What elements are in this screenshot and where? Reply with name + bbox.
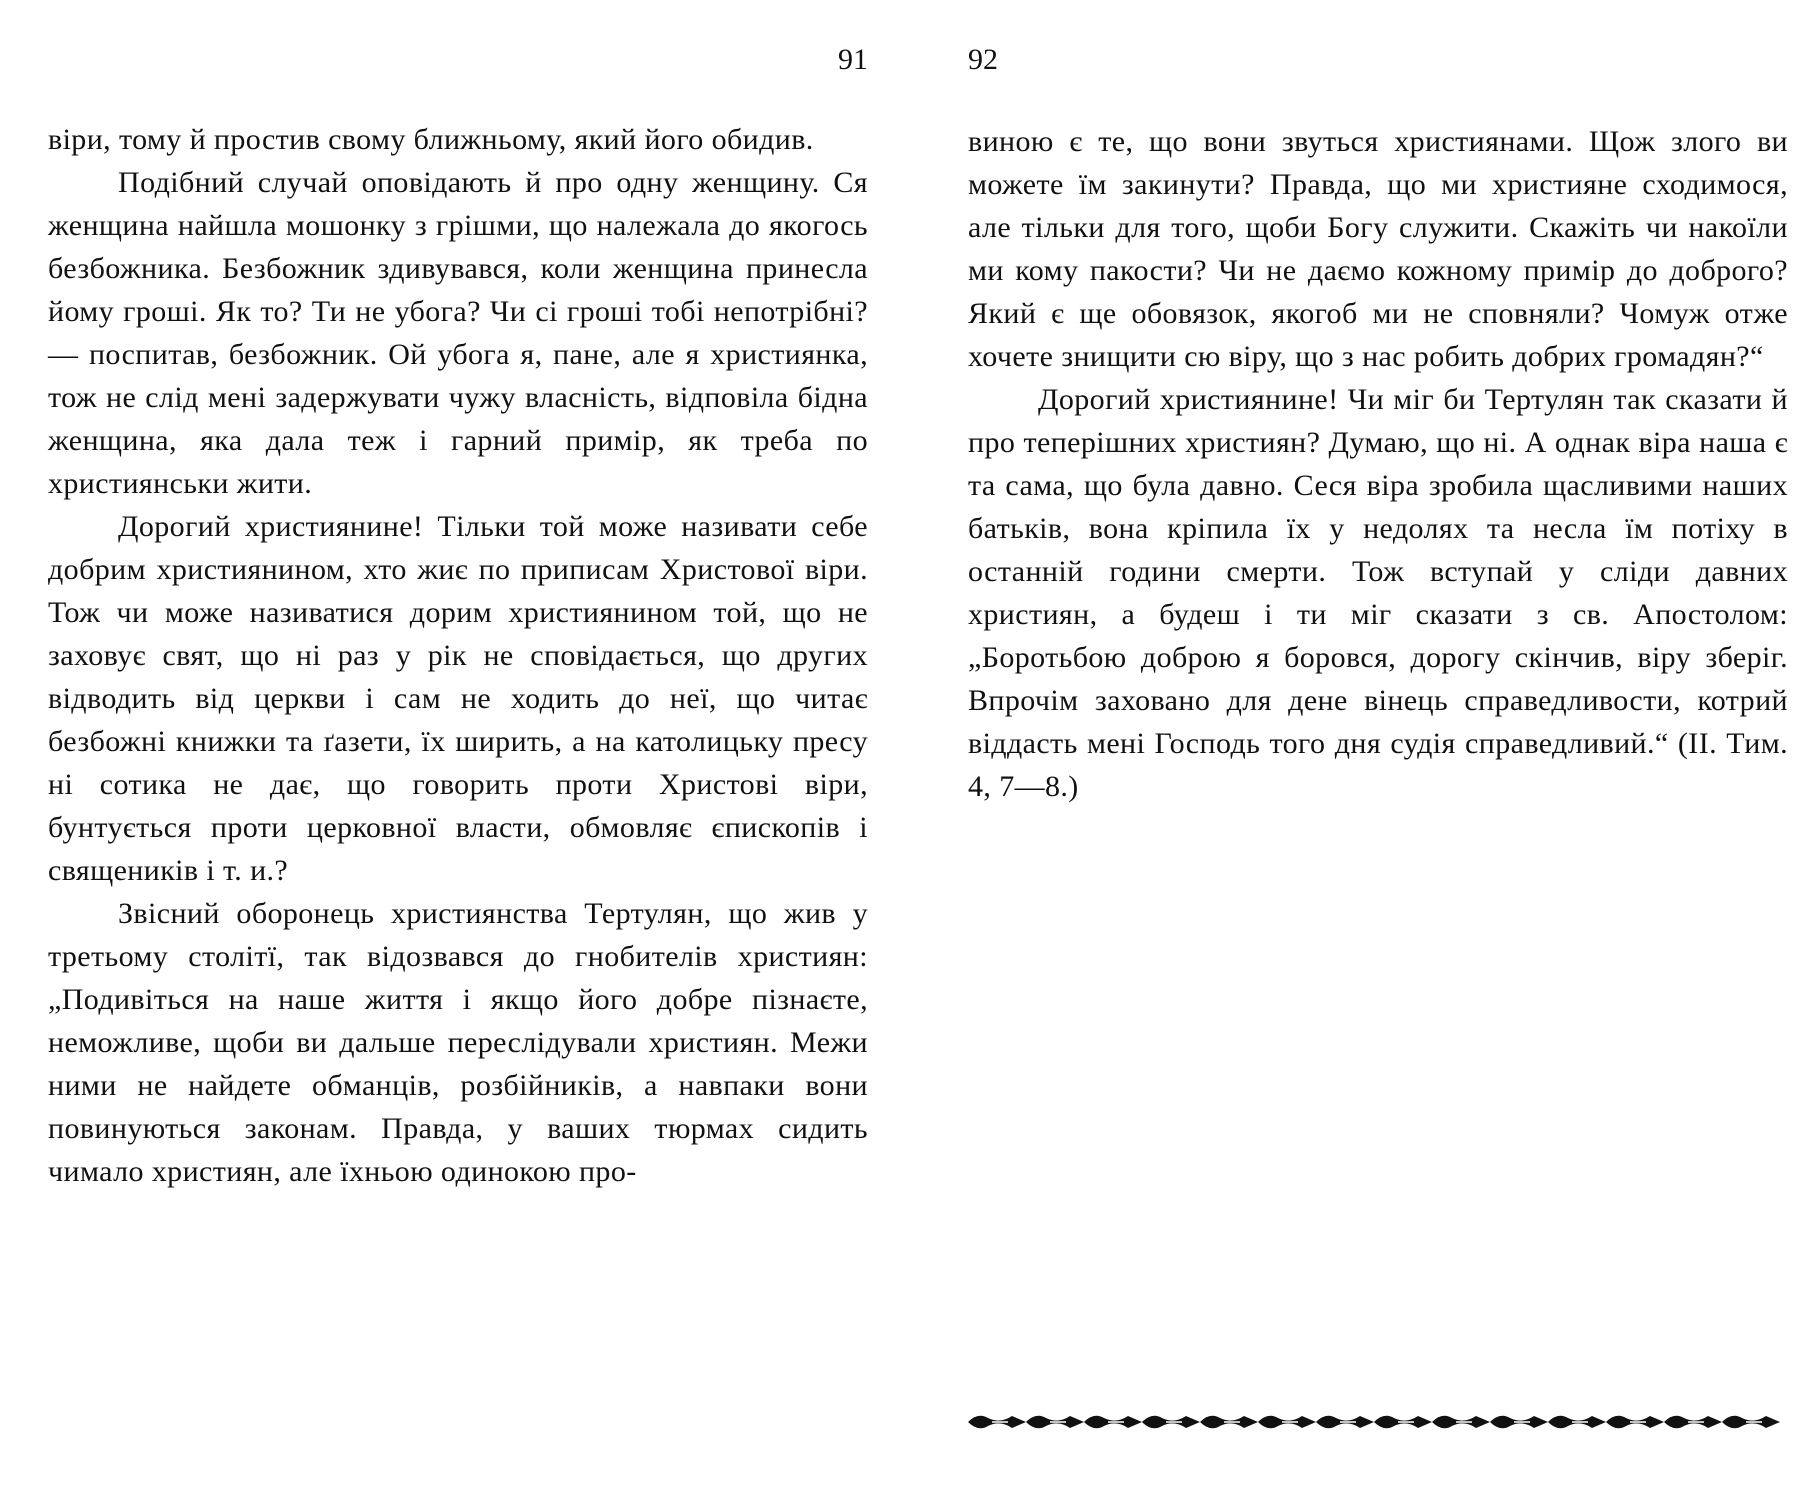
paragraph: Дорогий християнине! Тільки той може називати себе добрим християнином, хто жиє по приписам Христової віри. Тож чи може називатися дорим християнином той, що не заховує свят, що ні раз у рік не сповідається, що других відводить від церкви і сам не ходить до неї, що читає безбожні книжки та ґазети, їх ширить, а на католицьку пресу ні сотика не дає, що говорить проти Христові віри, бунтується проти церковної власти, обмовляє єпископів і священиків і т. и.? [48, 510, 868, 887]
paragraph: Дорогий християнине! Чи міг би Тертулян так сказати й про теперішних християн? Думаю, що ні. А однак віра наша є та сама, що була давно. Сеся віра зробила щасливими наших батьків, вона кріпила їх у недолях та несла їм потіху в останній години смерти. Тож вступай у сліди давних християн, а будеш і ти міг сказати з св. Апостолом: „Боротьбою доброю я боровся, дорогу скінчив, віру зберіг. Впрочім заховано для дене вінець справедливости, котрий віддасть мені Господь того дня судія справедливий.“ (II. Тим. 4, 7—8.) [968, 383, 1788, 803]
left-page [48, 0, 868, 1500]
page-number: 91 [838, 43, 868, 76]
page-text [968, 120, 1788, 808]
right-page [968, 0, 1788, 1500]
page-number: 92 [968, 43, 998, 76]
paragraph: віри, тому й простив свому ближньому, який його обидив. [48, 123, 814, 156]
paragraph: виною є те, що вони звуться християнами. Щож злого ви можете їм закинути? Правда, що ми християне сходимося, але тільки для того, щоби Богу служити. Скажіть чи накоїли ми кому пакости? Чи не даємо кожному примір до доброго? Який є ще обовязок, якогоб ми не сповняли? Чомуж отже хочете знищити сю віру, що з нас робить добрих громадян?“ [968, 125, 1788, 373]
decorative-border [968, 1410, 1788, 1434]
page-text [48, 118, 868, 1193]
paragraph: Звісний оборонець християнства Тертулян, що жив у третьому столітї, так відозвався до гнобителів християн: „Подивіться на наше життя і якщо його добре пізнаєте, неможливе, щоби ви дальше переслідували християн. Межи ними не найдете обманців, розбійників, а навпаки вони повинуються законам. Правда, у ваших тюрмах сидить чимало християн, але їхньою одинокою про- [48, 897, 868, 1188]
paragraph: Подібний случай оповідають й про одну женщину. Ся женщина найшла мошонку з грішми, що належала до якогось безбожника. Безбожник здивувався, коли женщина принесла йому гроші. Як то? Ти не убога? Чи сі гроші тобі непотрібні? — поспитав, безбожник. Ой убога я, пане, але я християнка, тож не слід мені задержувати чужу власність, відповіла бідна женщина, яка дала теж і гарний примір, як треба по християнськи жити. [48, 166, 868, 500]
